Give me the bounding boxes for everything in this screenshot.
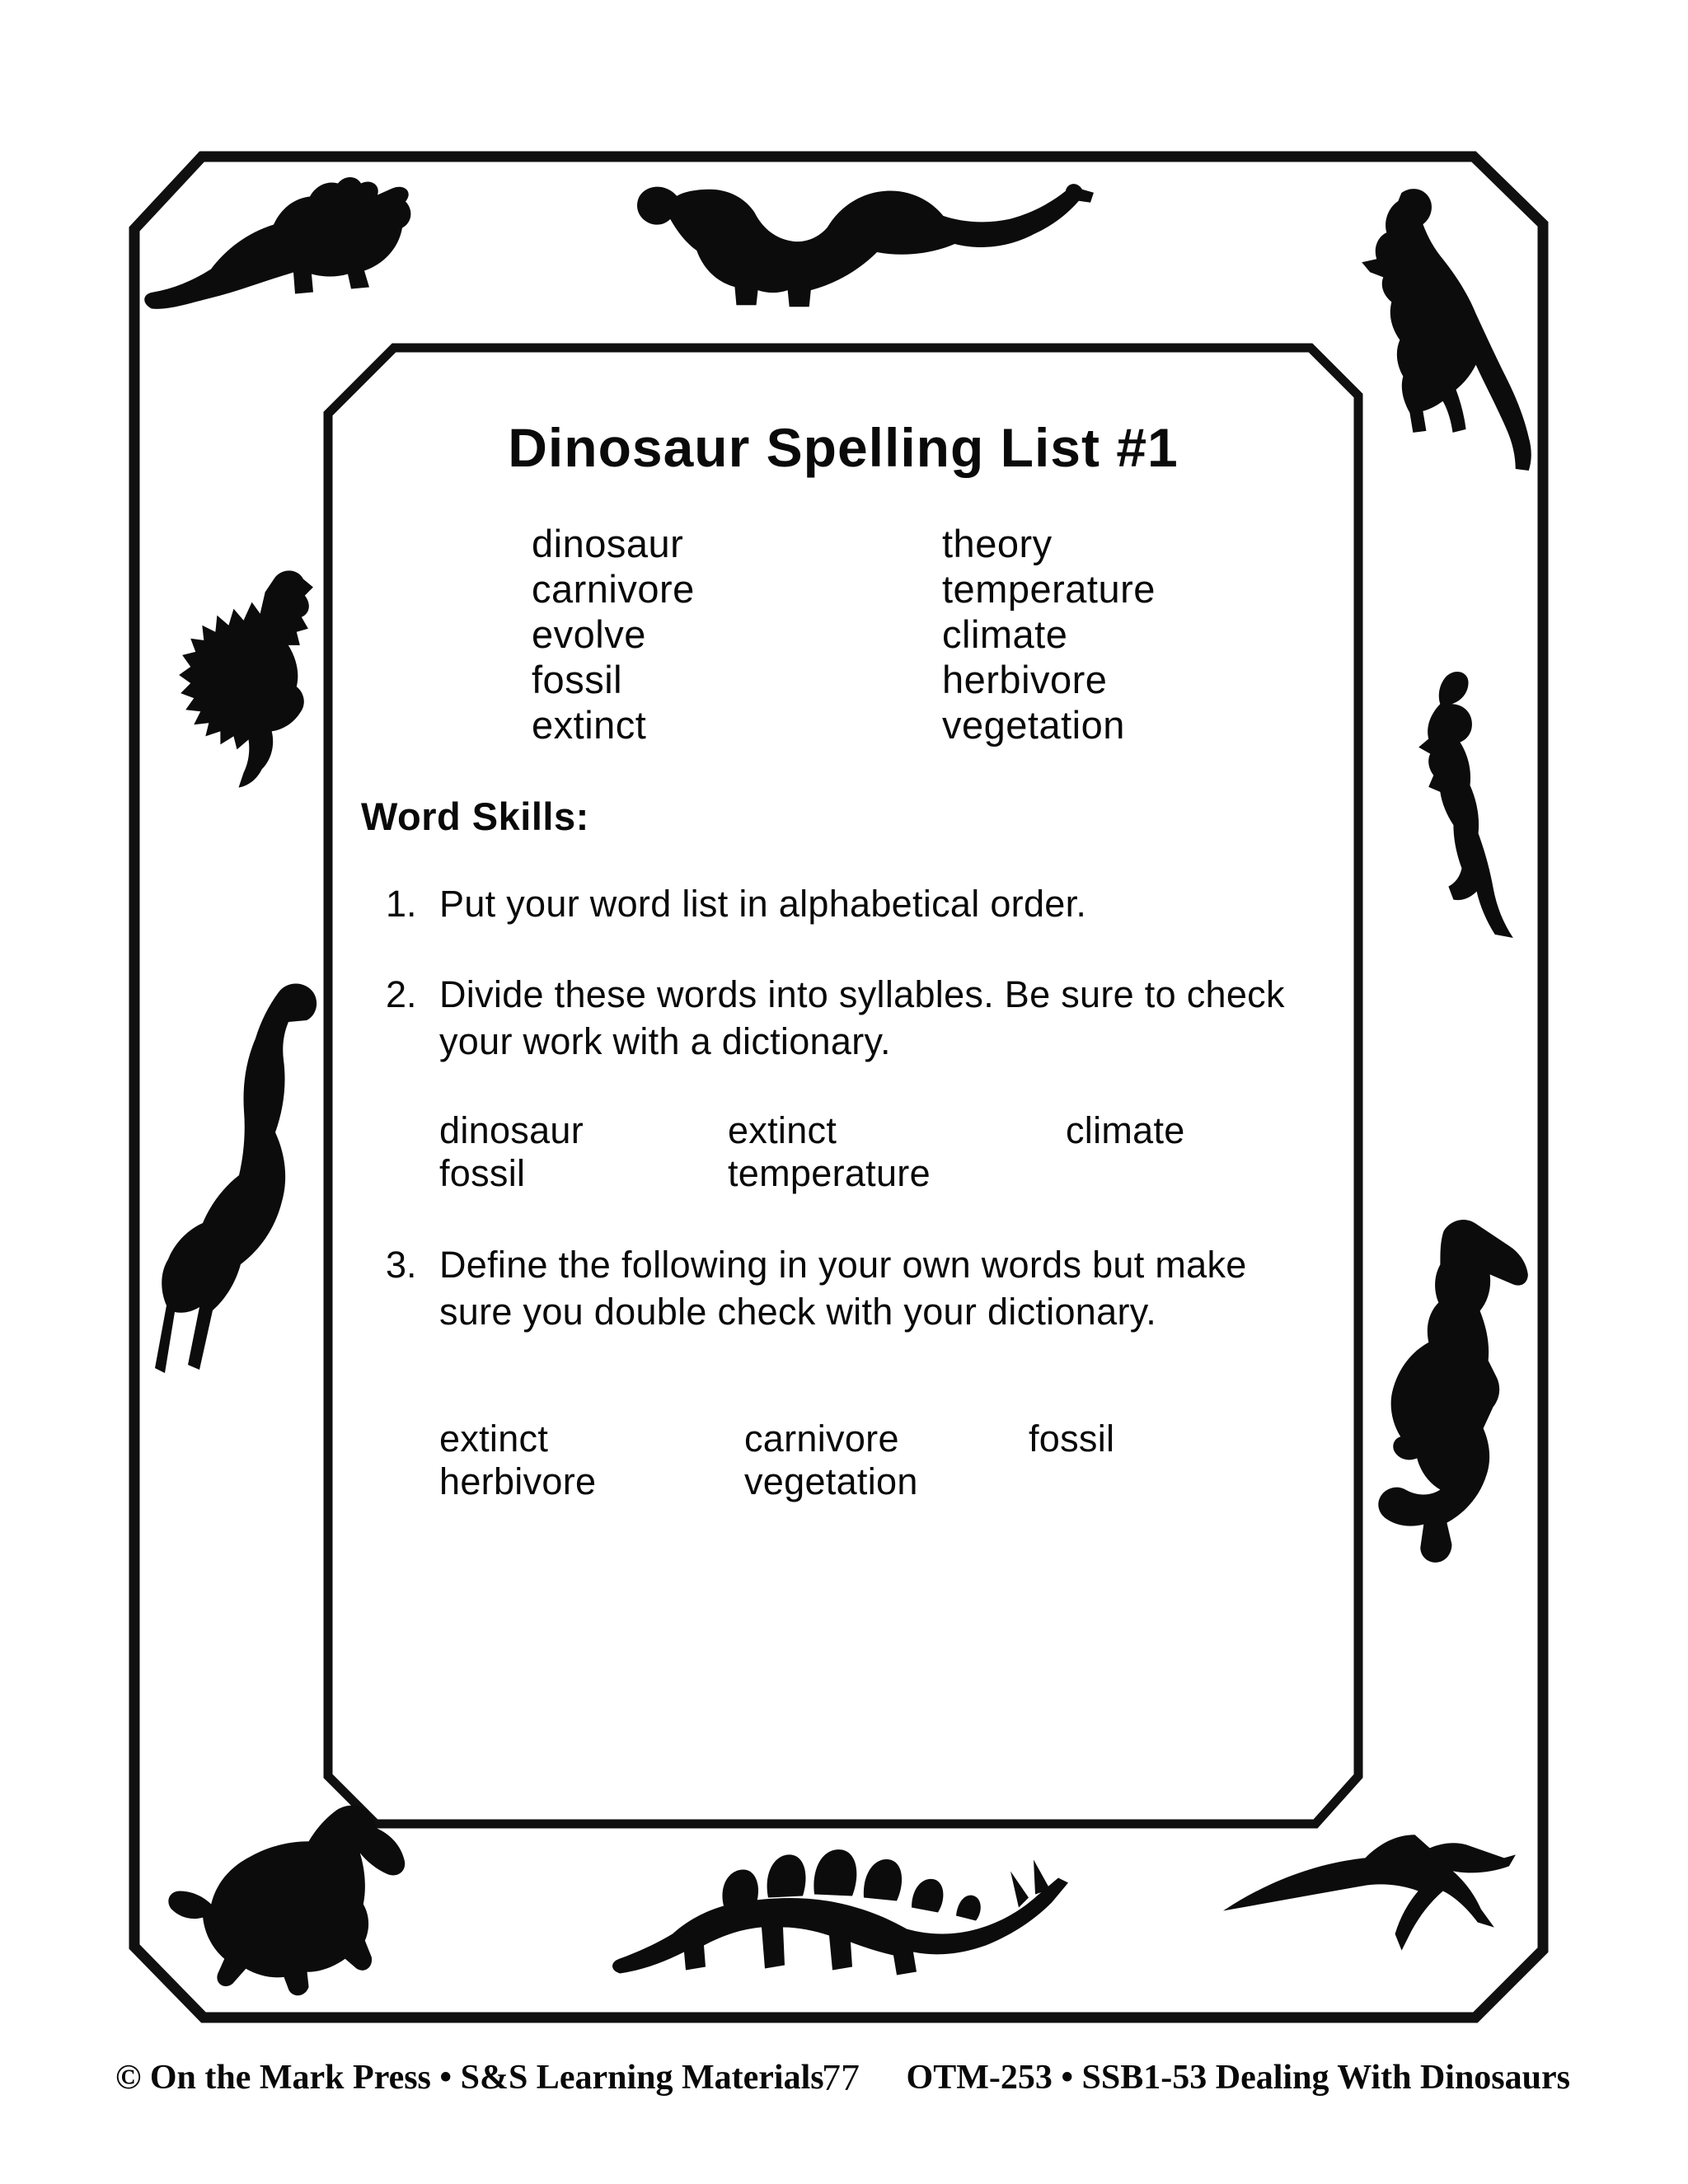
spelling-word: extinct [532,703,647,747]
spelling-word: carnivore [532,567,695,611]
sea-turtle-icon [162,1797,414,1999]
syllable-word: fossil [439,1152,526,1194]
spelling-word-column-2 [942,521,1156,748]
define-word: herbivore [439,1460,597,1502]
spelling-word: vegetation [942,703,1125,747]
hadrosaur-icon [1348,183,1543,476]
syllable-word: temperature [728,1152,931,1194]
spiky-lizard-icon [151,552,329,793]
syllable-word: dinosaur [439,1109,584,1151]
spelling-word: evolve [532,612,646,656]
item-3-number: 3. [386,1244,417,1286]
item-3-word-list [439,1418,1114,1503]
brontosaurus-icon [631,176,1102,334]
spelling-word-column-1 [532,521,695,748]
parasaurolophus-icon [1362,1212,1557,1580]
pteranodon-icon [1217,1828,1535,1981]
item-2-text: Divide these words into syllables. Be sure to check your work with a dictionary. [439,973,1285,1062]
plesiosaur-icon [153,975,331,1393]
footer-product-code: OTM-253 • SSB1-53 Dealing With Dinosaurs [906,2059,1570,2097]
mosasaur-icon [1395,668,1532,945]
item-1-text: Put your word list in alphabetical order. [439,883,1087,925]
syllable-word: extinct [728,1109,837,1151]
footer-copyright: © On the Mark Press • S&S Learning Materials [115,2059,824,2097]
define-word: carnivore [744,1418,899,1460]
syllable-word: climate [1066,1109,1185,1151]
stegosaurus-icon [607,1843,1101,2013]
item-1-number: 1. [386,883,417,925]
item-2-word-list [439,1109,1185,1195]
spelling-word: theory [942,522,1053,565]
item-3-text: Define the following in your own words but make sure you double check with your dictionary. [439,1244,1247,1333]
define-word: fossil [1029,1418,1115,1460]
inner-border-frame [328,348,1358,1824]
spelling-word: herbivore [942,658,1108,701]
triceratops-icon [140,171,466,333]
item-2-number: 2. [386,973,417,1015]
word-skills-heading: Word Skills: [361,794,589,838]
define-word: vegetation [744,1460,918,1502]
spelling-word: dinosaur [532,522,684,565]
spelling-word: climate [942,612,1068,656]
footer-page-number: 77 [822,2056,860,2098]
spelling-word: fossil [532,658,623,701]
spelling-word: temperature [942,567,1156,611]
define-word: extinct [439,1418,549,1460]
page-title: Dinosaur Spelling List #1 [508,417,1179,478]
